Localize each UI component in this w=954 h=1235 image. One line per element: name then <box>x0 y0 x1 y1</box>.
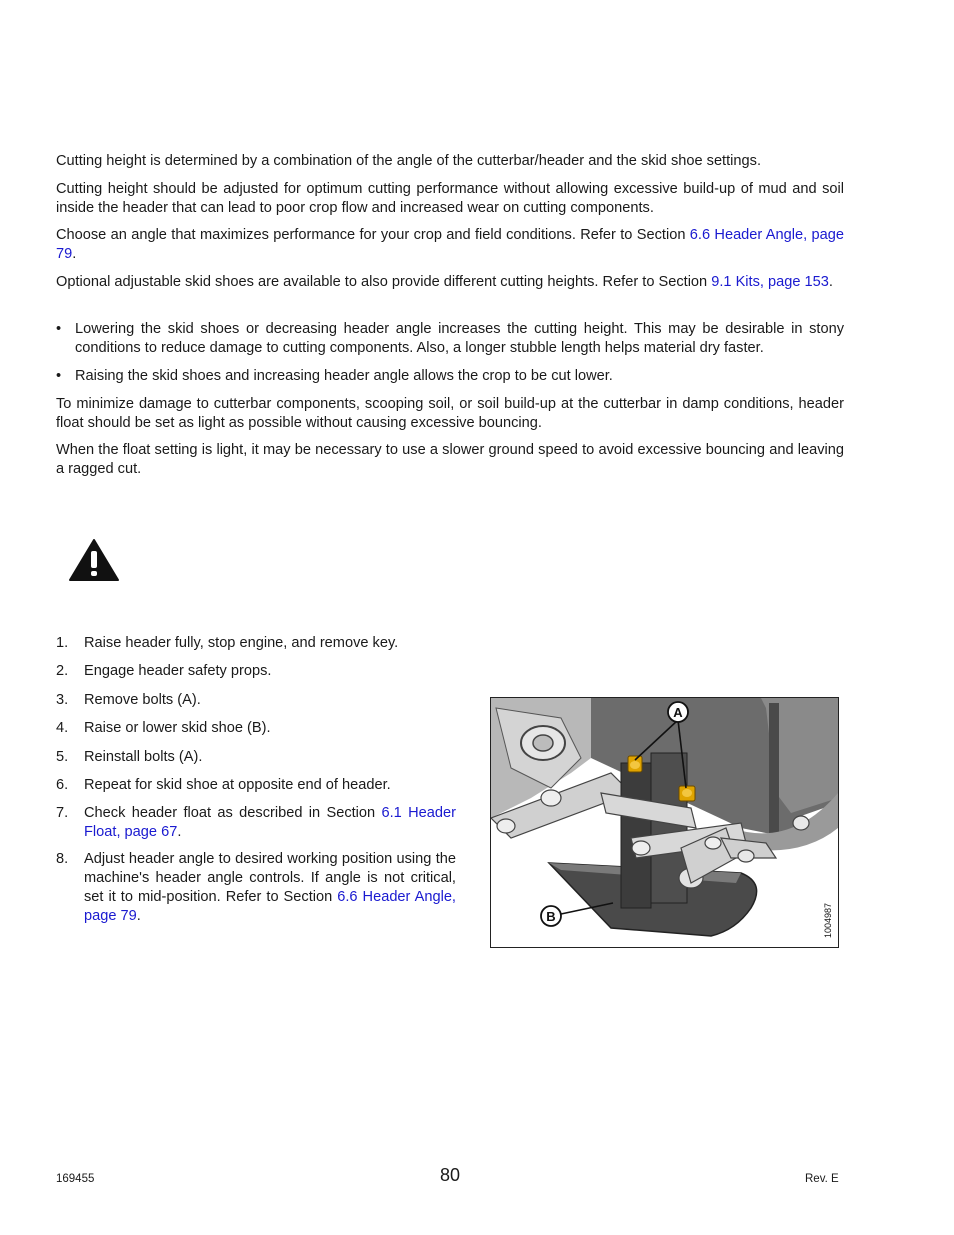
bullet-item <box>56 320 844 360</box>
step-text: Reinstall bolts (A). <box>84 749 203 765</box>
paragraph-cutting-height-intro: Cutting height is determined by a combination of the angle of the cutterbar/header and the skid shoe settings. <box>56 153 761 169</box>
header-post <box>769 703 779 833</box>
step-text: Raise header fully, stop engine, and remove key. <box>84 635 399 651</box>
bolt-a-left <box>628 756 642 772</box>
link-header-angle[interactable]: 6.6 Header Angle, page 79 <box>56 227 844 262</box>
bolt-a-right <box>679 786 695 801</box>
step-text: Engage header safety props. <box>84 663 272 679</box>
paragraph-skid-shoes-text: Optional adjustable skid shoes are available to also provide different cutting heights. Refer to Section <box>56 274 712 290</box>
link-arm-hole <box>497 819 515 833</box>
link-arm-hole <box>541 790 561 806</box>
bullet-marker: • <box>56 368 62 384</box>
paragraph-choose-angle-end: . <box>72 246 77 262</box>
step-number: 2. <box>56 663 69 679</box>
bullet-marker: • <box>56 321 62 337</box>
step-text: Remove bolts (A). <box>84 692 201 708</box>
paragraph-choose-angle-text: Choose an angle that maximizes performance for your crop and field conditions. Refer to Section <box>56 227 690 243</box>
paragraph-choose-angle <box>56 226 844 264</box>
step-number: 5. <box>56 749 69 765</box>
step-item <box>56 719 456 739</box>
paragraph-float-setting: When the float setting is light, it may be necessary to use a slower ground speed to avoid excessive bouncing and leaving a ragged cut. <box>56 442 844 477</box>
mount-hole <box>632 841 650 855</box>
step-item <box>56 691 456 711</box>
link-header-float[interactable]: 6.1 Header Float, page 67 <box>84 805 456 840</box>
revision: Rev. E <box>805 1173 839 1185</box>
step-item <box>56 662 456 682</box>
doc-number: 169455 <box>56 1173 95 1185</box>
step-number: 7. <box>56 805 69 821</box>
step-item <box>56 748 456 768</box>
skid-shoe-illustration <box>491 698 838 947</box>
paragraph-minimize-damage: To minimize damage to cutterbar components, scooping soil, or soil build-up at the cutterbar in damp conditions, header float should be set as light as possible without causing excessive bouncing. <box>56 396 844 431</box>
step-number: 3. <box>56 692 69 708</box>
paragraph-cutting-height-adjust: Cutting height should be adjusted for optimum cutting performance without allowing excessive build-up of mud and soil inside the header that can lead to poor crop flow and increased wear on cutting components. <box>56 181 844 216</box>
header-bolt <box>793 816 809 830</box>
step-item <box>56 804 456 844</box>
bullet-text: Raising the skid shoes and increasing header angle allows the crop to be cut lower. <box>75 368 613 384</box>
right-link-hole <box>738 850 754 862</box>
step-text: Check header float as described in Section <box>84 805 382 821</box>
step-text: Raise or lower skid shoe (B). <box>84 720 271 736</box>
warning-icon <box>68 538 120 582</box>
step-number: 1. <box>56 635 69 651</box>
step-text-block <box>84 850 456 926</box>
step-number: 6. <box>56 777 69 793</box>
figure-id: 1004987 <box>823 902 833 938</box>
paragraph-skid-shoes <box>56 273 844 292</box>
step-item <box>56 776 456 796</box>
step-number: 8. <box>56 851 69 867</box>
mount-hole <box>705 837 721 849</box>
link-header-angle-step[interactable]: 6.6 Header Angle, page 79 <box>84 889 456 924</box>
step-text-block <box>84 804 456 842</box>
callout-a-label: A <box>673 705 683 720</box>
step-number: 4. <box>56 720 69 736</box>
callout-b-label: B <box>546 909 556 924</box>
link-kits[interactable]: 9.1 Kits, page 153 <box>711 274 829 290</box>
step-text-end: . <box>136 908 141 924</box>
step-text: Adjust header angle to desired working position using the machine's header angle controls. If angle is not critical, set it to mid-position. Refer to Section <box>84 851 456 905</box>
bullet-text: Lowering the skid shoes or decreasing header angle increases the cutting height. This may be desirable in stony conditions to reduce damage to cutting components. Also, a longer stubble length helps material dry faster. <box>75 321 844 356</box>
skid-shoe-figure <box>490 697 839 948</box>
step-item <box>56 850 456 930</box>
step-text-end: . <box>177 824 182 840</box>
step-text: Repeat for skid shoe at opposite end of header. <box>84 777 391 793</box>
pivot-pin-center <box>533 735 553 751</box>
bullet-item <box>56 367 844 387</box>
paragraph-skid-shoes-end: . <box>828 274 833 290</box>
step-item <box>56 634 456 654</box>
page-number: 80 <box>439 1165 461 1185</box>
